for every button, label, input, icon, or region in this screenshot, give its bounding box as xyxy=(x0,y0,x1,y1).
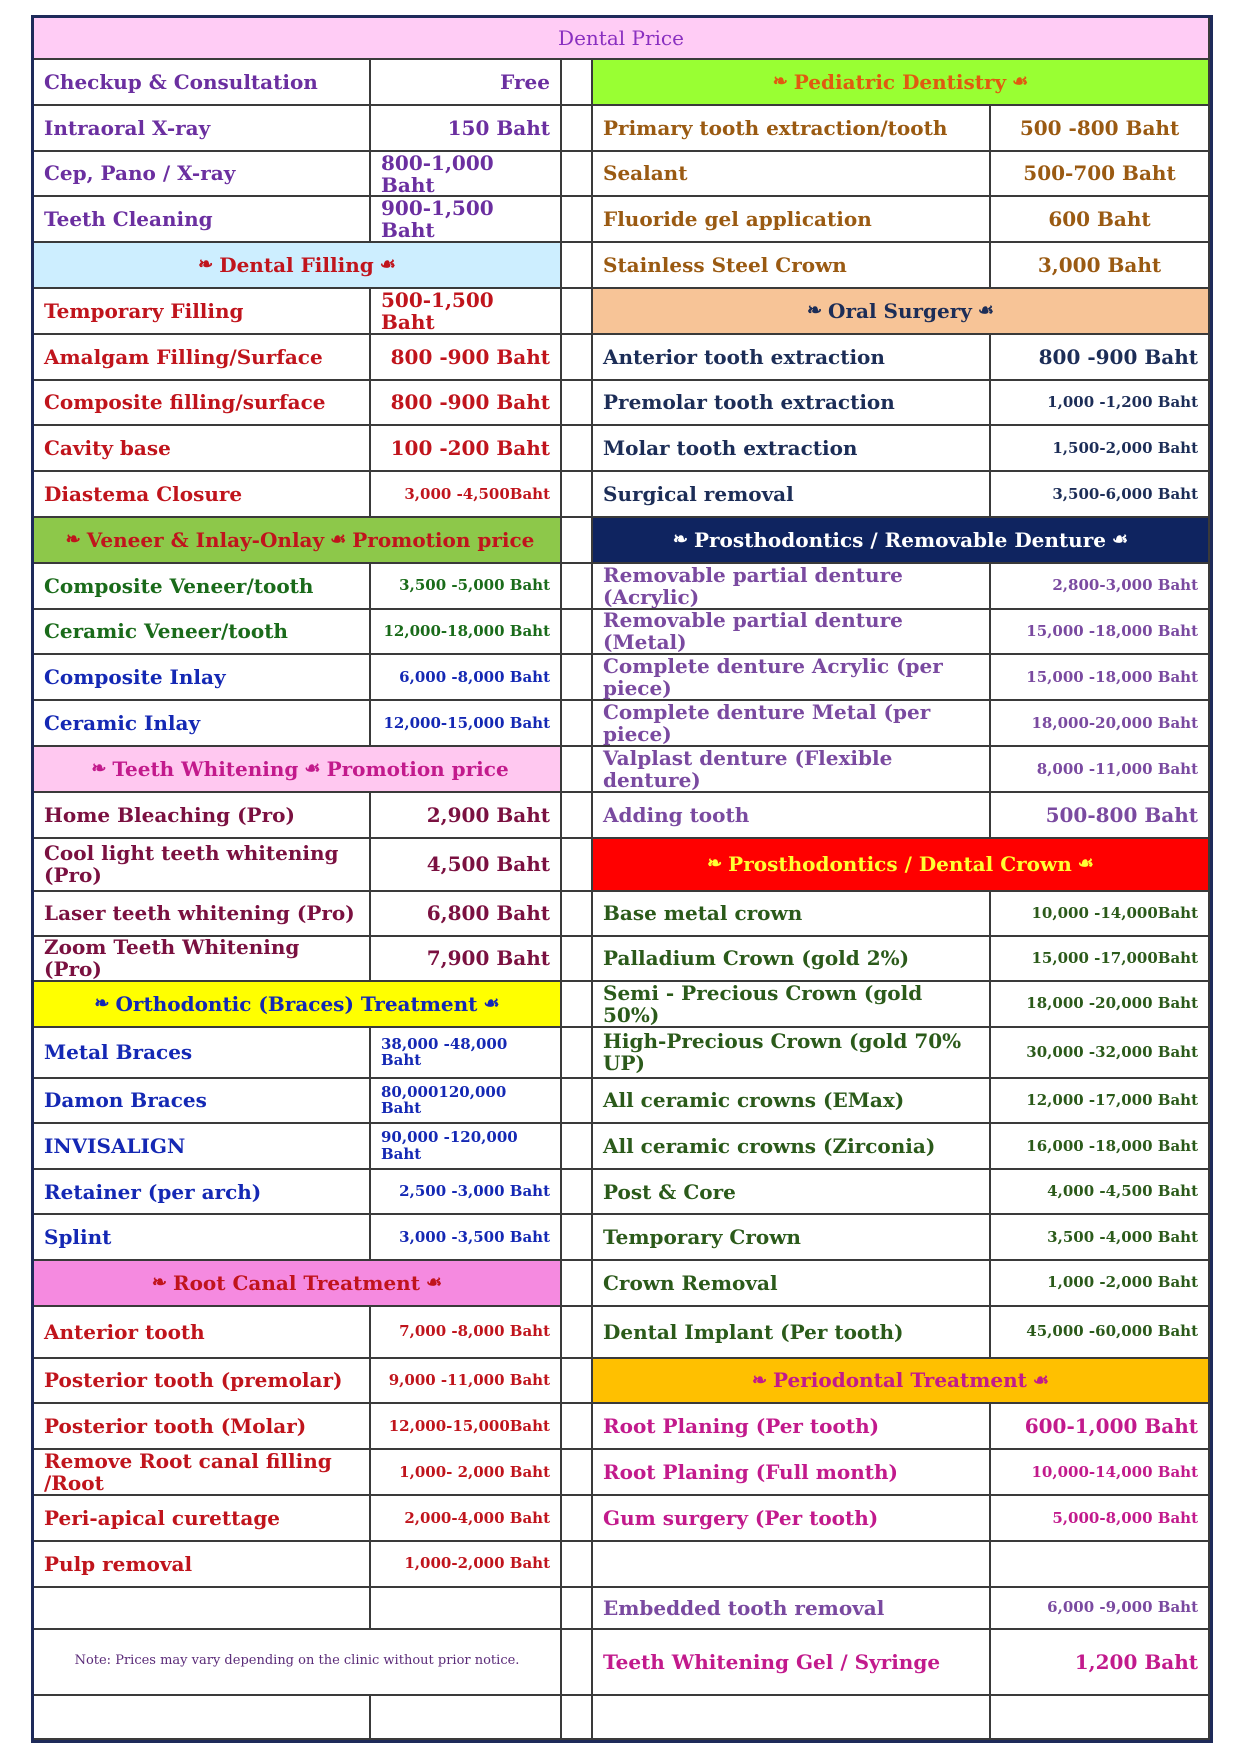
ornament-icon: ☙ xyxy=(1111,528,1129,550)
service-price: 10,000 -14,000Baht xyxy=(991,892,1210,937)
section-header xyxy=(593,289,1210,335)
service-price: 500-700 Baht xyxy=(991,152,1210,198)
ornament-icon: ☙ xyxy=(1032,1369,1050,1391)
service-name: Pulp removal xyxy=(34,1542,371,1588)
service-name: Root Planing (Full month) xyxy=(593,1450,991,1496)
service-price: 12,000-15,000 Baht xyxy=(371,701,562,747)
service-price: 100 -200 Baht xyxy=(371,426,562,472)
service-price: 15,000 -18,000 Baht xyxy=(991,610,1210,656)
service-price: 3,500-6,000 Baht xyxy=(991,472,1210,518)
service-price: 1,000-2,000 Baht xyxy=(371,1542,562,1588)
service-name: Removable partial denture (Metal) xyxy=(593,610,991,656)
service-price xyxy=(371,1696,562,1740)
service-price: 2,800-3,000 Baht xyxy=(991,564,1210,610)
service-name: Removable partial denture (Acrylic) xyxy=(593,564,991,610)
service-price: 9,000 -11,000 Baht xyxy=(371,1359,562,1405)
service-price: 1,200 Baht xyxy=(991,1630,1210,1696)
ornament-icon: ☙ xyxy=(379,254,396,276)
service-name: Adding tooth xyxy=(593,793,991,839)
service-price: 6,000 -8,000 Baht xyxy=(371,655,562,701)
divider xyxy=(562,747,593,793)
service-price: 4,500 Baht xyxy=(371,839,562,892)
service-price: 12,000 -17,000 Baht xyxy=(991,1079,1210,1125)
service-name: Embedded tooth removal xyxy=(593,1588,991,1630)
service-name: Molar tooth extraction xyxy=(593,426,991,472)
ornament-icon: ☙ xyxy=(330,528,347,550)
section-subtitle: Promotion price xyxy=(326,756,509,781)
ornament-icon: ❧ xyxy=(198,254,214,276)
divider xyxy=(562,1542,593,1588)
service-price: 6,800 Baht xyxy=(371,892,562,937)
divider xyxy=(562,1079,593,1125)
service-price: Free xyxy=(371,60,562,106)
service-name: Teeth Whitening Gel / Syringe xyxy=(593,1630,991,1696)
service-price: 30,000 -32,000 Baht xyxy=(991,1028,1210,1079)
section-header xyxy=(34,982,562,1028)
ornament-icon: ❧ xyxy=(772,71,788,92)
divider xyxy=(562,1124,593,1170)
service-name: Home Bleaching (Pro) xyxy=(34,793,371,839)
service-name: Valplast denture (Flexible denture) xyxy=(593,747,991,793)
service-name: Palladium Crown (gold 2%) xyxy=(593,937,991,982)
divider xyxy=(562,655,593,701)
service-price: 38,000 -48,000 Baht xyxy=(371,1028,562,1079)
service-name: Composite Inlay xyxy=(34,655,371,701)
divider xyxy=(562,1404,593,1450)
section-title: Root Canal Treatment xyxy=(172,1270,420,1295)
ornament-icon: ☙ xyxy=(1077,853,1094,875)
divider xyxy=(562,1450,593,1496)
service-price: 6,000 -9,000 Baht xyxy=(991,1588,1210,1630)
service-price: 90,000 -120,000 Baht xyxy=(371,1124,562,1170)
service-name: Sealant xyxy=(593,152,991,198)
service-price: 500 -800 Baht xyxy=(991,106,1210,152)
service-price: 3,000 Baht xyxy=(991,243,1210,289)
service-price: 8,000 -11,000 Baht xyxy=(991,747,1210,793)
service-price: 3,000 -3,500 Baht xyxy=(371,1215,562,1261)
service-name: Anterior tooth extraction xyxy=(593,335,991,381)
service-price: 3,500 -4,000 Baht xyxy=(991,1215,1210,1261)
service-name xyxy=(593,1542,991,1588)
ornament-icon: ☙ xyxy=(304,757,321,779)
divider xyxy=(562,1215,593,1261)
ornament-icon: ❧ xyxy=(751,1369,768,1391)
divider xyxy=(562,289,593,335)
service-name: Fluoride gel application xyxy=(593,197,991,243)
note-text: Note: Prices may vary depending on the clinic without prior notice. xyxy=(34,1630,562,1696)
service-price: 2,500 -3,000 Baht xyxy=(371,1170,562,1216)
ornament-icon: ☙ xyxy=(425,1271,443,1293)
section-header xyxy=(593,60,1210,106)
service-name: Surgical removal xyxy=(593,472,991,518)
service-name: Dental Implant (Per tooth) xyxy=(593,1307,991,1359)
service-name: Intraoral X-ray xyxy=(34,106,371,152)
service-price xyxy=(371,1588,562,1630)
divider xyxy=(562,1261,593,1307)
service-price: 16,000 -18,000 Baht xyxy=(991,1124,1210,1170)
service-name xyxy=(34,1588,371,1630)
divider xyxy=(562,106,593,152)
service-name: Amalgam Filling/Surface xyxy=(34,335,371,381)
section-header xyxy=(593,1359,1210,1405)
service-price: 18,000-20,000 Baht xyxy=(991,701,1210,747)
service-price xyxy=(991,1696,1210,1740)
service-price: 4,000 -4,500 Baht xyxy=(991,1170,1210,1216)
service-price xyxy=(991,1542,1210,1588)
service-name xyxy=(593,1696,991,1740)
service-price: 1,500-2,000 Baht xyxy=(991,426,1210,472)
service-price: 15,000 -18,000 Baht xyxy=(991,655,1210,701)
service-price: 15,000 -17,000Baht xyxy=(991,937,1210,982)
service-price: 7,900 Baht xyxy=(371,937,562,982)
service-name: Anterior tooth xyxy=(34,1307,371,1359)
section-header xyxy=(34,518,562,564)
service-name: Checkup & Consultation xyxy=(34,60,371,106)
page-title: Dental Price xyxy=(34,18,1210,60)
divider xyxy=(562,1496,593,1542)
divider xyxy=(562,197,593,243)
service-name: Cep, Pano / X-ray xyxy=(34,152,371,198)
service-price: 7,000 -8,000 Baht xyxy=(371,1307,562,1359)
divider xyxy=(562,335,593,381)
section-title: Periodontal Treatment xyxy=(773,1368,1027,1393)
service-price: 600-1,000 Baht xyxy=(991,1404,1210,1450)
ornament-icon: ❧ xyxy=(672,528,688,550)
service-name: Cool light teeth whitening (Pro) xyxy=(34,839,371,892)
service-price: 18,000 -20,000 Baht xyxy=(991,982,1210,1028)
service-name: Temporary Crown xyxy=(593,1215,991,1261)
service-price: 600 Baht xyxy=(991,197,1210,243)
service-name: Damon Braces xyxy=(34,1079,371,1125)
service-name: Primary tooth extraction/tooth xyxy=(593,106,991,152)
divider xyxy=(562,472,593,518)
service-name: Remove Root canal filling /Root xyxy=(34,1450,371,1496)
section-title: Prosthodontics / Removable Denture xyxy=(693,527,1106,552)
service-price: 12,000-18,000 Baht xyxy=(371,610,562,656)
service-price: 800 -900 Baht xyxy=(991,335,1210,381)
service-name: Posterior tooth (Molar) xyxy=(34,1404,371,1450)
service-name: Composite Veneer/tooth xyxy=(34,564,371,610)
divider xyxy=(562,701,593,747)
service-name: Temporary Filling xyxy=(34,289,371,335)
divider xyxy=(562,937,593,982)
ornament-icon: ☙ xyxy=(483,992,500,1014)
service-name: Cavity base xyxy=(34,426,371,472)
divider xyxy=(562,610,593,656)
service-name: Peri-apical curettage xyxy=(34,1496,371,1542)
service-name: Posterior tooth (premolar) xyxy=(34,1359,371,1405)
section-header xyxy=(34,747,562,793)
ornament-icon: ☙ xyxy=(977,299,995,321)
service-price: 12,000-15,000Baht xyxy=(371,1404,562,1450)
divider xyxy=(562,1588,593,1630)
service-name: Laser teeth whitening (Pro) xyxy=(34,892,371,937)
divider xyxy=(562,564,593,610)
service-name: Metal Braces xyxy=(34,1028,371,1079)
divider xyxy=(562,60,593,106)
section-subtitle: Promotion price xyxy=(352,527,535,552)
service-name: All ceramic crowns (Zirconia) xyxy=(593,1124,991,1170)
service-name xyxy=(34,1696,371,1740)
ornament-icon: ❧ xyxy=(806,299,823,321)
ornament-icon: ❧ xyxy=(65,528,81,550)
service-price: 1,000 -2,000 Baht xyxy=(991,1261,1210,1307)
section-title: Prosthodontics / Dental Crown xyxy=(728,852,1072,877)
service-price: 800 -900 Baht xyxy=(371,335,562,381)
service-price: 800-1,000 Baht xyxy=(371,152,562,198)
ornament-icon: ❧ xyxy=(707,853,723,875)
service-price: 1,000- 2,000 Baht xyxy=(371,1450,562,1496)
service-name: Crown Removal xyxy=(593,1261,991,1307)
divider xyxy=(562,1359,593,1405)
service-name: High-Precious Crown (gold 70% UP) xyxy=(593,1028,991,1079)
divider xyxy=(562,1170,593,1216)
divider xyxy=(562,426,593,472)
service-price: 80,000120,000 Baht xyxy=(371,1079,562,1125)
ornament-icon: ❧ xyxy=(151,1271,167,1293)
service-name: Ceramic Veneer/tooth xyxy=(34,610,371,656)
service-price: 45,000 -60,000 Baht xyxy=(991,1307,1210,1359)
divider xyxy=(562,1307,593,1359)
service-name: Gum surgery (Per tooth) xyxy=(593,1496,991,1542)
service-price: 500-800 Baht xyxy=(991,793,1210,839)
service-name: Stainless Steel Crown xyxy=(593,243,991,289)
section-header xyxy=(593,518,1210,564)
service-name: Post & Core xyxy=(593,1170,991,1216)
service-name: Retainer (per arch) xyxy=(34,1170,371,1216)
service-name: Splint xyxy=(34,1215,371,1261)
section-title: Veneer & Inlay-Onlay xyxy=(86,527,325,552)
ornament-icon: ☙ xyxy=(1012,71,1029,92)
ornament-icon: ❧ xyxy=(94,992,110,1014)
service-name: Root Planing (Per tooth) xyxy=(593,1404,991,1450)
divider xyxy=(562,1696,593,1740)
service-name: Semi - Precious Crown (gold 50%) xyxy=(593,982,991,1028)
service-name: Ceramic Inlay xyxy=(34,701,371,747)
service-price: 10,000-14,000 Baht xyxy=(991,1450,1210,1496)
divider xyxy=(562,381,593,427)
service-name: Teeth Cleaning xyxy=(34,197,371,243)
divider xyxy=(562,793,593,839)
service-name: Composite filling/surface xyxy=(34,381,371,427)
section-title: Dental Filling xyxy=(219,253,374,278)
service-price: 1,000 -1,200 Baht xyxy=(991,381,1210,427)
service-price: 800 -900 Baht xyxy=(371,381,562,427)
divider xyxy=(562,892,593,937)
price-table xyxy=(31,15,1213,1743)
service-price: 2,000-4,000 Baht xyxy=(371,1496,562,1542)
divider xyxy=(562,152,593,198)
divider xyxy=(562,839,593,892)
section-header xyxy=(34,1261,562,1307)
divider xyxy=(562,982,593,1028)
service-name: Diastema Closure xyxy=(34,472,371,518)
service-price: 5,000-8,000 Baht xyxy=(991,1496,1210,1542)
section-title: Orthodontic (Braces) Treatment xyxy=(115,991,478,1016)
service-price: 2,900 Baht xyxy=(371,793,562,839)
section-title: Oral Surgery xyxy=(828,298,972,323)
section-header xyxy=(593,839,1210,892)
service-price: 500-1,500 Baht xyxy=(371,289,562,335)
service-price: 150 Baht xyxy=(371,106,562,152)
service-name: Complete denture Metal (per piece) xyxy=(593,701,991,747)
service-name: Zoom Teeth Whitening (Pro) xyxy=(34,937,371,982)
section-title: Pediatric Dentistry xyxy=(793,69,1007,94)
ornament-icon: ❧ xyxy=(91,757,107,779)
service-name: Premolar tooth extraction xyxy=(593,381,991,427)
service-name: Complete denture Acrylic (per piece) xyxy=(593,655,991,701)
service-price: 900-1,500 Baht xyxy=(371,197,562,243)
section-header xyxy=(34,243,562,289)
service-name: All ceramic crowns (EMax) xyxy=(593,1079,991,1125)
divider xyxy=(562,1630,593,1696)
section-title: Teeth Whitening xyxy=(112,756,299,781)
service-price: 3,500 -5,000 Baht xyxy=(371,564,562,610)
service-name: INVISALIGN xyxy=(34,1124,371,1170)
service-name: Base metal crown xyxy=(593,892,991,937)
divider xyxy=(562,1028,593,1079)
divider xyxy=(562,243,593,289)
service-price: 3,000 -4,500Baht xyxy=(371,472,562,518)
divider xyxy=(562,518,593,564)
